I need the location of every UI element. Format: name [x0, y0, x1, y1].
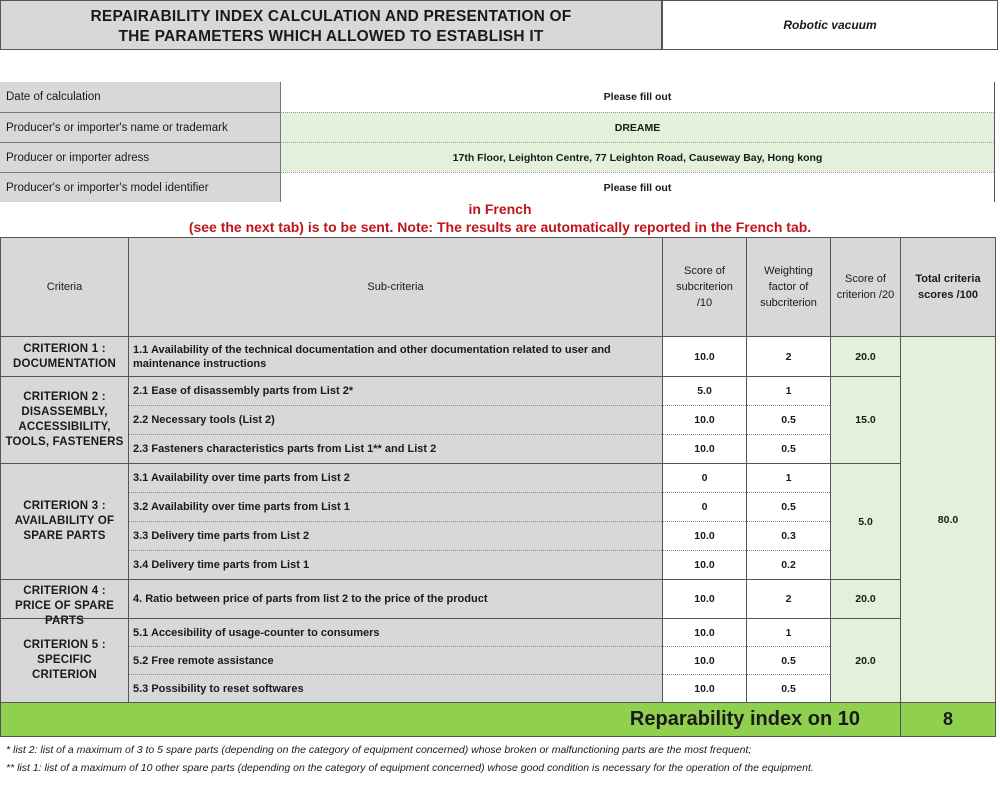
criterion-1-score: 20.0 — [831, 337, 901, 377]
subcriterion-3-2: 3.2 Availability over time parts from List 1 — [129, 493, 663, 522]
weight-1-1: 2 — [747, 337, 831, 377]
weight-5-1: 1 — [747, 619, 831, 647]
table-row — [1, 619, 996, 647]
score-2-1: 5.0 — [663, 377, 747, 406]
score-4: 10.0 — [663, 580, 747, 619]
score-5-2: 10.0 — [663, 647, 747, 675]
criterion-5-score: 20.0 — [831, 619, 901, 703]
note-line-2: (see the next tab) is to be sent. Note: The results are automatically reported in the French tab. — [188, 219, 812, 235]
table-row — [1, 580, 996, 619]
criterion-5-label: CRITERION 5 : SPECIFIC CRITERION — [1, 619, 129, 703]
subcriterion-5-2: 5.2 Free remote assistance — [129, 647, 663, 675]
weight-3-1: 1 — [747, 464, 831, 493]
title-line-2: THE PARAMETERS WHICH ALLOWED TO ESTABLISH IT — [118, 28, 544, 45]
header-score-subcriterion: Score of subcriterion /10 — [663, 238, 747, 337]
criterion-3-score: 5.0 — [831, 464, 901, 580]
score-2-3: 10.0 — [663, 435, 747, 464]
criterion-2-label: CRITERION 2 : DISASSEMBLY, ACCESSIBILITY, TOOLS, FASTENERS — [1, 377, 129, 464]
subcriterion-5-1: 5.1 Accesibility of usage-counter to consumers — [129, 619, 663, 647]
criterion-2-score: 15.0 — [831, 377, 901, 464]
header-sub-criteria: Sub-criteria — [129, 238, 663, 337]
subcriterion-5-3: 5.3 Possibility to reset softwares — [129, 675, 663, 703]
info-value-date[interactable]: Please fill out — [280, 82, 994, 112]
subcriterion-2-3: 2.3 Fasteners characteristics parts from List 1** and List 2 — [129, 435, 663, 464]
subcriterion-1-1: 1.1 Availability of the technical documentation and other documentation related to user and maintenance instructions — [129, 337, 663, 377]
score-3-1: 0 — [663, 464, 747, 493]
reparability-index-label: Reparability index on 10 — [1, 703, 901, 737]
info-value-model[interactable]: Please fill out — [280, 172, 994, 202]
criterion-1-label: CRITERION 1 : DOCUMENTATION — [1, 337, 129, 377]
table-row — [1, 377, 996, 406]
reparability-index-row — [1, 703, 996, 737]
title-line-1: REPAIRABILITY INDEX CALCULATION AND PRESENTATION OF — [90, 8, 572, 25]
weight-3-4: 0.2 — [747, 551, 831, 580]
criterion-4-score: 20.0 — [831, 580, 901, 619]
info-label-name: Producer's or importer's name or trademark — [0, 112, 280, 142]
subcriterion-2-1: 2.1 Ease of disassembly parts from List 2* — [129, 377, 663, 406]
header-weighting-factor: Weighting factor of subcriterion — [747, 238, 831, 337]
score-3-4: 10.0 — [663, 551, 747, 580]
weight-4: 2 — [747, 580, 831, 619]
reparability-index-value: 8 — [901, 703, 996, 737]
info-value-address[interactable]: 17th Floor, Leighton Centre, 77 Leighton Road, Causeway Bay, Hong kong — [280, 142, 994, 172]
criterion-4-label — [1, 580, 129, 627]
weight-2-1: 1 — [747, 377, 831, 406]
total-criteria-score: 80.0 — [901, 337, 996, 703]
score-1-1: 10.0 — [663, 337, 747, 377]
score-5-3: 10.0 — [663, 675, 747, 703]
product-category: Robotic vacuum — [662, 0, 998, 50]
table-row — [1, 464, 996, 493]
criterion-4-text: CRITERION 4 : PRICE OF SPARE PARTS — [14, 585, 115, 627]
header-criteria: Criteria — [1, 238, 129, 337]
criterion-3-label: CRITERION 3 : AVAILABILITY OF SPARE PARTS — [1, 464, 129, 580]
subcriterion-4: 4. Ratio between price of parts from list 2 to the price of the product — [129, 580, 663, 619]
criteria-table — [0, 237, 996, 737]
note-line-1: in French — [468, 201, 532, 217]
footnote-list-2: * list 2: list of a maximum of 3 to 5 spare parts (depending on the category of equipment concerned) whose broken or malfunctioning parts are the most frequent; — [6, 744, 752, 756]
weight-2-2: 0.5 — [747, 406, 831, 435]
footnote-list-1: ** list 1: list of a maximum of 10 other spare parts (depending on the category of equipment concerned) whose good condition is necessary for the operation of the equipment. — [6, 762, 814, 774]
info-label-date: Date of calculation — [0, 82, 280, 112]
info-value-name[interactable]: DREAME — [280, 112, 994, 142]
score-3-3: 10.0 — [663, 522, 747, 551]
subcriterion-2-2: 2.2 Necessary tools (List 2) — [129, 406, 663, 435]
subcriterion-3-1: 3.1 Availability over time parts from List 2 — [129, 464, 663, 493]
score-2-2: 10.0 — [663, 406, 747, 435]
header-total-scores: Total criteria scores /100 — [901, 238, 996, 337]
table-row — [1, 337, 996, 377]
weight-5-3: 0.5 — [747, 675, 831, 703]
page-title — [0, 0, 662, 50]
subcriterion-3-3: 3.3 Delivery time parts from List 2 — [129, 522, 663, 551]
info-label-model: Producer's or importer's model identifier — [0, 172, 280, 202]
weight-2-3: 0.5 — [747, 435, 831, 464]
weight-3-3: 0.3 — [747, 522, 831, 551]
score-3-2: 0 — [663, 493, 747, 522]
weight-5-2: 0.5 — [747, 647, 831, 675]
info-label-address: Producer or importer adress — [0, 142, 280, 172]
table-header-row — [1, 238, 996, 337]
weight-3-2: 0.5 — [747, 493, 831, 522]
header-score-criterion: Score of criterion /20 — [831, 238, 901, 337]
subcriterion-3-4: 3.4 Delivery time parts from List 1 — [129, 551, 663, 580]
score-5-1: 10.0 — [663, 619, 747, 647]
